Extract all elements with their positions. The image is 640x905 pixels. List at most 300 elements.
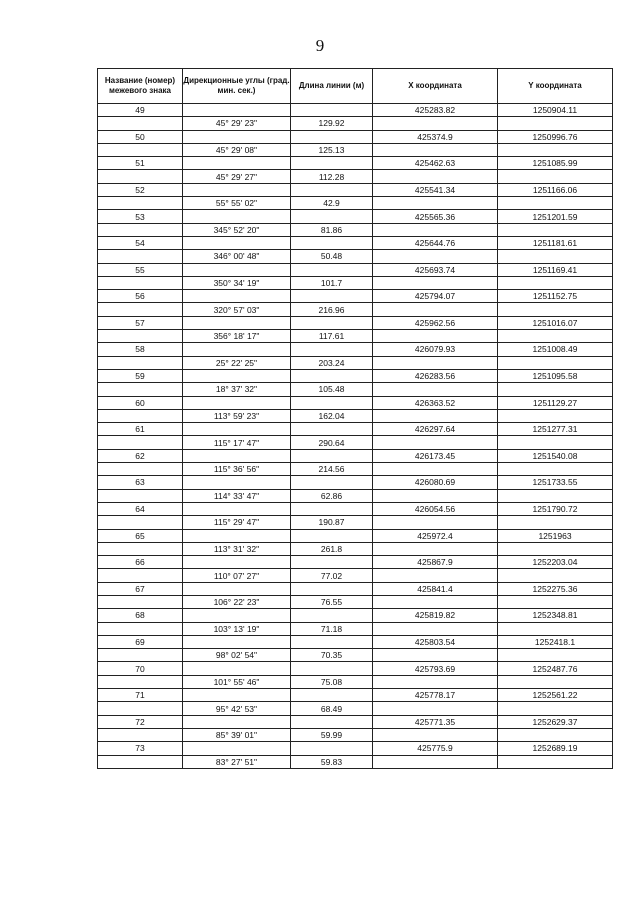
y-coordinate-cell: 1251181.61 [498,236,613,249]
segment-row [98,436,613,449]
empty-cell [291,715,373,728]
line-length-cell: 125.13 [291,143,373,156]
point-name-cell: 71 [98,689,183,702]
empty-cell [498,197,613,210]
empty-cell [98,569,183,582]
line-length-cell: 162.04 [291,409,373,422]
y-coordinate-cell: 1252629.37 [498,715,613,728]
segment-row [98,702,613,715]
x-coordinate-cell: 425794.07 [373,290,498,303]
point-row [98,104,613,117]
x-coordinate-cell: 425972.4 [373,529,498,542]
y-coordinate-cell: 1251277.31 [498,423,613,436]
empty-cell [291,396,373,409]
empty-cell [498,436,613,449]
empty-cell [373,675,498,688]
empty-cell [373,170,498,183]
empty-cell [183,609,291,622]
empty-cell [98,303,183,316]
segment-row [98,330,613,343]
empty-cell [291,609,373,622]
direction-angle-cell: 345° 52' 20" [183,223,291,236]
empty-cell [183,343,291,356]
empty-cell [498,223,613,236]
empty-cell [373,223,498,236]
empty-cell [291,423,373,436]
x-coordinate-cell: 425867.9 [373,556,498,569]
empty-cell [183,476,291,489]
direction-angle-cell: 115° 36' 56" [183,463,291,476]
empty-cell [373,755,498,768]
line-length-cell: 203.24 [291,356,373,369]
empty-cell [498,489,613,502]
empty-cell [98,409,183,422]
point-row [98,529,613,542]
segment-row [98,197,613,210]
point-name-cell: 49 [98,104,183,117]
segment-row [98,516,613,529]
line-length-cell: 50.48 [291,250,373,263]
empty-cell [498,356,613,369]
empty-cell [498,409,613,422]
direction-angle-cell: 350° 34' 19" [183,276,291,289]
empty-cell [373,383,498,396]
line-length-cell: 216.96 [291,303,373,316]
point-row [98,556,613,569]
empty-cell [98,463,183,476]
point-name-cell: 61 [98,423,183,436]
y-coordinate-cell: 1251169.41 [498,263,613,276]
empty-cell [98,197,183,210]
empty-cell [373,197,498,210]
segment-row [98,143,613,156]
empty-cell [291,130,373,143]
point-row [98,236,613,249]
point-row [98,343,613,356]
point-row [98,290,613,303]
x-coordinate-cell: 425374.9 [373,130,498,143]
y-coordinate-cell: 1251095.58 [498,369,613,382]
direction-angle-cell: 106° 22' 23" [183,595,291,608]
segment-row [98,649,613,662]
segment-row [98,622,613,635]
empty-cell [498,755,613,768]
point-row [98,316,613,329]
empty-cell [98,675,183,688]
empty-cell [498,702,613,715]
line-length-cell: 42.9 [291,197,373,210]
point-name-cell: 58 [98,343,183,356]
direction-angle-cell: 113° 31' 32" [183,542,291,555]
empty-cell [498,728,613,741]
header-name: Название (номер) межевого знака [98,69,183,104]
x-coordinate-cell: 426079.93 [373,343,498,356]
empty-cell [291,689,373,702]
point-name-cell: 70 [98,662,183,675]
point-row [98,396,613,409]
empty-cell [498,330,613,343]
empty-cell [373,489,498,502]
point-row [98,742,613,755]
empty-cell [291,210,373,223]
direction-angle-cell: 110° 07' 27" [183,569,291,582]
empty-cell [183,263,291,276]
empty-cell [291,556,373,569]
point-name-cell: 66 [98,556,183,569]
line-length-cell: 261.8 [291,542,373,555]
x-coordinate-cell: 425775.9 [373,742,498,755]
direction-angle-cell: 25° 22' 25" [183,356,291,369]
x-coordinate-cell: 425841.4 [373,582,498,595]
point-row [98,210,613,223]
point-row [98,369,613,382]
empty-cell [98,649,183,662]
x-coordinate-cell: 425565.36 [373,210,498,223]
y-coordinate-cell: 1251201.59 [498,210,613,223]
empty-cell [291,502,373,515]
x-coordinate-cell: 425771.35 [373,715,498,728]
point-row [98,476,613,489]
empty-cell [98,516,183,529]
segment-row [98,117,613,130]
x-coordinate-cell: 425462.63 [373,157,498,170]
segment-row [98,383,613,396]
empty-cell [291,369,373,382]
empty-cell [98,489,183,502]
point-row [98,689,613,702]
header-y: Y координата [498,69,613,104]
empty-cell [291,157,373,170]
y-coordinate-cell: 1250904.11 [498,104,613,117]
empty-cell [498,516,613,529]
y-coordinate-cell: 1252275.36 [498,582,613,595]
empty-cell [98,223,183,236]
empty-cell [183,130,291,143]
empty-cell [98,383,183,396]
direction-angle-cell: 55° 55' 02" [183,197,291,210]
empty-cell [183,290,291,303]
empty-cell [373,516,498,529]
empty-cell [291,104,373,117]
empty-cell [183,742,291,755]
direction-angle-cell: 83° 27' 51" [183,755,291,768]
empty-cell [498,303,613,316]
segment-row [98,728,613,741]
line-length-cell: 59.99 [291,728,373,741]
empty-cell [183,423,291,436]
empty-cell [373,436,498,449]
empty-cell [373,276,498,289]
segment-row [98,675,613,688]
empty-cell [498,595,613,608]
direction-angle-cell: 95° 42' 53" [183,702,291,715]
empty-cell [98,755,183,768]
x-coordinate-cell: 425541.34 [373,183,498,196]
empty-cell [373,595,498,608]
empty-cell [291,183,373,196]
y-coordinate-cell: 1252203.04 [498,556,613,569]
x-coordinate-cell: 426054.56 [373,502,498,515]
empty-cell [183,689,291,702]
direction-angle-cell: 320° 57' 03" [183,303,291,316]
y-coordinate-cell: 1251152.75 [498,290,613,303]
point-name-cell: 55 [98,263,183,276]
x-coordinate-cell: 425803.54 [373,635,498,648]
point-row [98,635,613,648]
empty-cell [291,582,373,595]
line-length-cell: 77.02 [291,569,373,582]
point-row [98,502,613,515]
point-row [98,449,613,462]
point-name-cell: 65 [98,529,183,542]
point-name-cell: 67 [98,582,183,595]
empty-cell [291,343,373,356]
empty-cell [98,170,183,183]
x-coordinate-cell: 426080.69 [373,476,498,489]
y-coordinate-cell: 1251129.27 [498,396,613,409]
empty-cell [291,529,373,542]
empty-cell [183,210,291,223]
point-name-cell: 57 [98,316,183,329]
point-name-cell: 60 [98,396,183,409]
header-x: X координата [373,69,498,104]
x-coordinate-cell: 425283.82 [373,104,498,117]
empty-cell [373,117,498,130]
x-coordinate-cell: 426363.52 [373,396,498,409]
segment-row [98,170,613,183]
empty-cell [498,569,613,582]
empty-cell [98,728,183,741]
line-length-cell: 70.35 [291,649,373,662]
empty-cell [373,409,498,422]
empty-cell [291,635,373,648]
point-row [98,157,613,170]
direction-angle-cell: 18° 37' 32" [183,383,291,396]
empty-cell [98,702,183,715]
empty-cell [373,356,498,369]
page-number: 9 [315,36,325,55]
point-name-cell: 59 [98,369,183,382]
y-coordinate-cell: 1251008.49 [498,343,613,356]
segment-row [98,356,613,369]
y-coordinate-cell: 1251790.72 [498,502,613,515]
empty-cell [98,143,183,156]
empty-cell [373,649,498,662]
point-name-cell: 53 [98,210,183,223]
empty-cell [373,542,498,555]
empty-cell [373,622,498,635]
empty-cell [498,117,613,130]
point-row [98,183,613,196]
point-row [98,423,613,436]
empty-cell [98,250,183,263]
x-coordinate-cell: 426283.56 [373,369,498,382]
x-coordinate-cell: 425962.56 [373,316,498,329]
empty-cell [183,582,291,595]
direction-angle-cell: 101° 55' 46" [183,675,291,688]
empty-cell [183,236,291,249]
empty-cell [183,157,291,170]
y-coordinate-cell: 1251085.99 [498,157,613,170]
x-coordinate-cell: 425778.17 [373,689,498,702]
line-length-cell: 105.48 [291,383,373,396]
empty-cell [373,728,498,741]
segment-row [98,223,613,236]
point-row [98,582,613,595]
point-name-cell: 63 [98,476,183,489]
empty-cell [98,356,183,369]
point-name-cell: 62 [98,449,183,462]
line-length-cell: 76.55 [291,595,373,608]
empty-cell [373,303,498,316]
table-header [98,69,613,104]
segment-row [98,409,613,422]
point-name-cell: 56 [98,290,183,303]
y-coordinate-cell: 1251963 [498,529,613,542]
empty-cell [98,117,183,130]
empty-cell [498,675,613,688]
empty-cell [498,542,613,555]
empty-cell [291,290,373,303]
direction-angle-cell: 356° 18' 17" [183,330,291,343]
line-length-cell: 71.18 [291,622,373,635]
point-row [98,715,613,728]
line-length-cell: 75.08 [291,675,373,688]
direction-angle-cell: 45° 29' 08" [183,143,291,156]
line-length-cell: 190.87 [291,516,373,529]
point-row [98,263,613,276]
y-coordinate-cell: 1251733.55 [498,476,613,489]
line-length-cell: 62.86 [291,489,373,502]
empty-cell [373,569,498,582]
empty-cell [98,436,183,449]
segment-row [98,595,613,608]
line-length-cell: 101.7 [291,276,373,289]
line-length-cell: 81.86 [291,223,373,236]
segment-row [98,755,613,768]
direction-angle-cell: 45° 29' 27" [183,170,291,183]
empty-cell [498,250,613,263]
empty-cell [291,662,373,675]
direction-angle-cell: 114° 33' 47" [183,489,291,502]
empty-cell [291,236,373,249]
segment-row [98,569,613,582]
header-length: Длина линии (м) [291,69,373,104]
y-coordinate-cell: 1252561.22 [498,689,613,702]
header-angle: Дирекционные углы (град. мин. сек.) [183,69,291,104]
direction-angle-cell: 98° 02' 54" [183,649,291,662]
empty-cell [183,502,291,515]
empty-cell [498,649,613,662]
empty-cell [183,369,291,382]
y-coordinate-cell: 1250996.76 [498,130,613,143]
empty-cell [98,276,183,289]
y-coordinate-cell: 1251016.07 [498,316,613,329]
empty-cell [98,622,183,635]
empty-cell [373,143,498,156]
empty-cell [98,330,183,343]
point-row [98,609,613,622]
empty-cell [183,556,291,569]
line-length-cell: 59.83 [291,755,373,768]
empty-cell [183,396,291,409]
direction-angle-cell: 103° 13' 19" [183,622,291,635]
empty-cell [373,330,498,343]
empty-cell [183,715,291,728]
empty-cell [498,276,613,289]
x-coordinate-cell: 425819.82 [373,609,498,622]
direction-angle-cell: 115° 29' 47" [183,516,291,529]
line-length-cell: 68.49 [291,702,373,715]
direction-angle-cell: 115° 17' 47" [183,436,291,449]
y-coordinate-cell: 1251540.08 [498,449,613,462]
empty-cell [183,104,291,117]
y-coordinate-cell: 1252418.1 [498,635,613,648]
point-name-cell: 72 [98,715,183,728]
direction-angle-cell: 346° 00' 48" [183,250,291,263]
empty-cell [373,250,498,263]
boundary-coordinates-table [97,68,613,769]
point-name-cell: 64 [98,502,183,515]
x-coordinate-cell: 426297.64 [373,423,498,436]
line-length-cell: 290.64 [291,436,373,449]
point-name-cell: 51 [98,157,183,170]
line-length-cell: 117.61 [291,330,373,343]
empty-cell [183,635,291,648]
x-coordinate-cell: 426173.45 [373,449,498,462]
line-length-cell: 129.92 [291,117,373,130]
x-coordinate-cell: 425644.76 [373,236,498,249]
empty-cell [291,316,373,329]
y-coordinate-cell: 1252348.81 [498,609,613,622]
table-body [98,104,613,769]
point-name-cell: 54 [98,236,183,249]
segment-row [98,276,613,289]
header-row [98,69,613,104]
y-coordinate-cell: 1251166.06 [498,183,613,196]
empty-cell [373,463,498,476]
point-name-cell: 50 [98,130,183,143]
segment-row [98,463,613,476]
empty-cell [498,463,613,476]
empty-cell [183,316,291,329]
segment-row [98,250,613,263]
point-name-cell: 69 [98,635,183,648]
empty-cell [183,529,291,542]
empty-cell [98,595,183,608]
point-name-cell: 73 [98,742,183,755]
empty-cell [98,542,183,555]
x-coordinate-cell: 425793.69 [373,662,498,675]
empty-cell [183,662,291,675]
line-length-cell: 112.28 [291,170,373,183]
empty-cell [498,383,613,396]
x-coordinate-cell: 425693.74 [373,263,498,276]
point-name-cell: 68 [98,609,183,622]
empty-cell [183,449,291,462]
y-coordinate-cell: 1252487.76 [498,662,613,675]
line-length-cell: 214.56 [291,463,373,476]
empty-cell [498,170,613,183]
point-row [98,662,613,675]
segment-row [98,489,613,502]
direction-angle-cell: 85° 39' 01" [183,728,291,741]
point-name-cell: 52 [98,183,183,196]
empty-cell [291,449,373,462]
empty-cell [183,183,291,196]
empty-cell [498,143,613,156]
direction-angle-cell: 45° 29' 23" [183,117,291,130]
